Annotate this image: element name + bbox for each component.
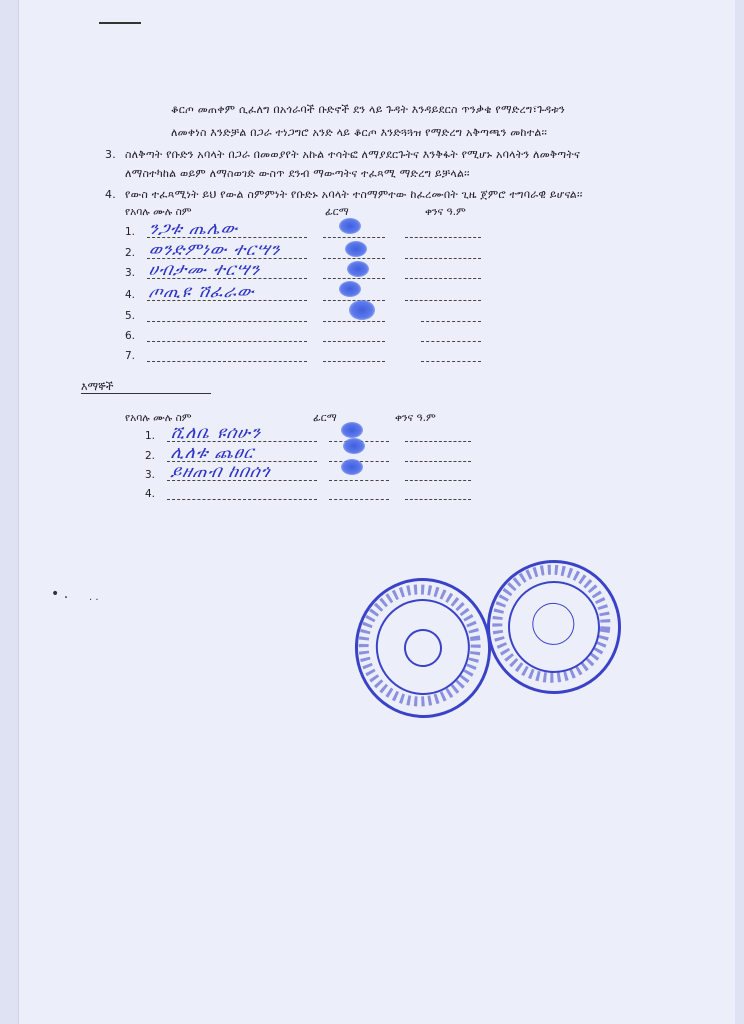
witnesses-col-name: የአባሉ ሙሉ ስም (125, 412, 192, 424)
row-number: 5. (125, 310, 136, 322)
member-row (125, 282, 485, 307)
handwritten-name: ጦጢዩ ሽፈራው (147, 282, 257, 302)
name-line (147, 321, 307, 322)
row-number: 1. (125, 226, 136, 238)
row-number: 4. (125, 289, 136, 301)
signature-line (323, 341, 385, 342)
para1-line2: ለመቀነስ እንድቻል በጋራ ተነጋግሮ አንድ ላይ ቆርጦ እንድጓጓዝ የማድረግ አቅጣጫን መከተል፡፡ (171, 126, 548, 139)
signature-line (329, 499, 389, 500)
thumbprint (343, 438, 365, 454)
item3-line2: ለማስተካከል ወይም ለማስወገድ ውስጥ ደንብ ማውጣትና ተፈጻሚ ማድረግ ይቻላል፡፡ (125, 167, 470, 180)
thumbprint (339, 281, 361, 297)
signature-line (329, 480, 389, 481)
thumbprint (349, 300, 375, 320)
date-line (405, 461, 471, 462)
thumbprint (345, 241, 367, 257)
date-line (421, 321, 481, 322)
handwritten-name: ሺለቤ ዩሰሁን (169, 423, 263, 443)
date-line (405, 237, 481, 238)
date-line (421, 361, 481, 362)
handwritten-name: ንጋቱ ጤሌው (147, 219, 240, 239)
witness-row (145, 462, 485, 487)
members-col-date: ቀንና ዓ.ም (425, 206, 466, 218)
witness-row (145, 486, 485, 506)
date-line (405, 300, 481, 301)
date-line (421, 341, 481, 342)
date-line (405, 278, 481, 279)
name-line (167, 499, 317, 500)
witnesses-col-signature: ፊርማ (313, 412, 337, 424)
row-number: 1. (145, 430, 156, 442)
members-col-signature: ፊርማ (325, 206, 349, 218)
row-number: 7. (125, 350, 136, 362)
signature-line (323, 361, 385, 362)
top-rule (99, 22, 141, 24)
member-row (125, 308, 485, 328)
handwritten-name: ይዘጠብ ከበሰጎ (169, 462, 273, 482)
members-col-name: የአባሉ ሙሉ ስም (125, 206, 192, 218)
date-line (405, 480, 471, 481)
name-line (147, 361, 307, 362)
handwritten-name: ወንድምነው ተርሣን (147, 240, 283, 260)
row-number: 4. (145, 488, 156, 500)
signature-line (323, 237, 385, 238)
signature-line (323, 321, 385, 322)
member-row (125, 328, 485, 348)
witnesses-title-rule (81, 393, 211, 394)
item3-line1: ስለቅጣት የቡድን አባላት በጋራ በመወያየት አኩል ተሳትፎ ለማያደርጉትና እንቅፋት የሚሆኑ አባላትን ለመቅጣትና (125, 148, 580, 161)
handwritten-name: ሊለቱ ጨፀር (169, 443, 256, 463)
official-seal-left (346, 569, 500, 727)
signature-line (323, 278, 385, 279)
thumbprint (347, 261, 369, 277)
name-line (147, 341, 307, 342)
item3-number: 3. (105, 148, 116, 161)
signature-line (323, 258, 385, 259)
date-line (405, 441, 471, 442)
row-number: 2. (125, 247, 136, 259)
thumbprint (341, 422, 363, 438)
member-row (125, 348, 485, 368)
item4-number: 4. (105, 188, 116, 201)
row-number: 3. (125, 267, 136, 279)
witnesses-title: እማኞች (81, 380, 114, 393)
date-line (405, 499, 471, 500)
item4-line1: የውስ ተፈጻሚነት ይህ የውል ስምምነት የቡድኑ አባላት ተስማምተው ከፈረሙበት ጊዜ ጀምሮ ተግባራዊ ይሆናል፡፡ (125, 188, 583, 201)
date-line (405, 258, 481, 259)
official-seal-right (480, 553, 627, 700)
row-number: 6. (125, 330, 136, 342)
para1-line1: ቆርጦ መጠቀም ሲፈለግ በአጎራባች ቡድኖች ደን ላይ ጉዳት እንዳይደርስ ጥንቃቄ የማድረግ፣ጉዳቱን (171, 103, 565, 116)
handwritten-name: ሀብታሙ ተርሣን (147, 260, 262, 280)
witnesses-col-date: ቀንና ዓ.ም (395, 412, 436, 424)
row-number: 3. (145, 469, 156, 481)
ink-specks: . . (89, 592, 99, 603)
thumbprint (339, 218, 361, 234)
document-page (18, 0, 735, 1024)
thumbprint (341, 459, 363, 475)
ink-specks: • . (51, 586, 69, 602)
row-number: 2. (145, 450, 156, 462)
